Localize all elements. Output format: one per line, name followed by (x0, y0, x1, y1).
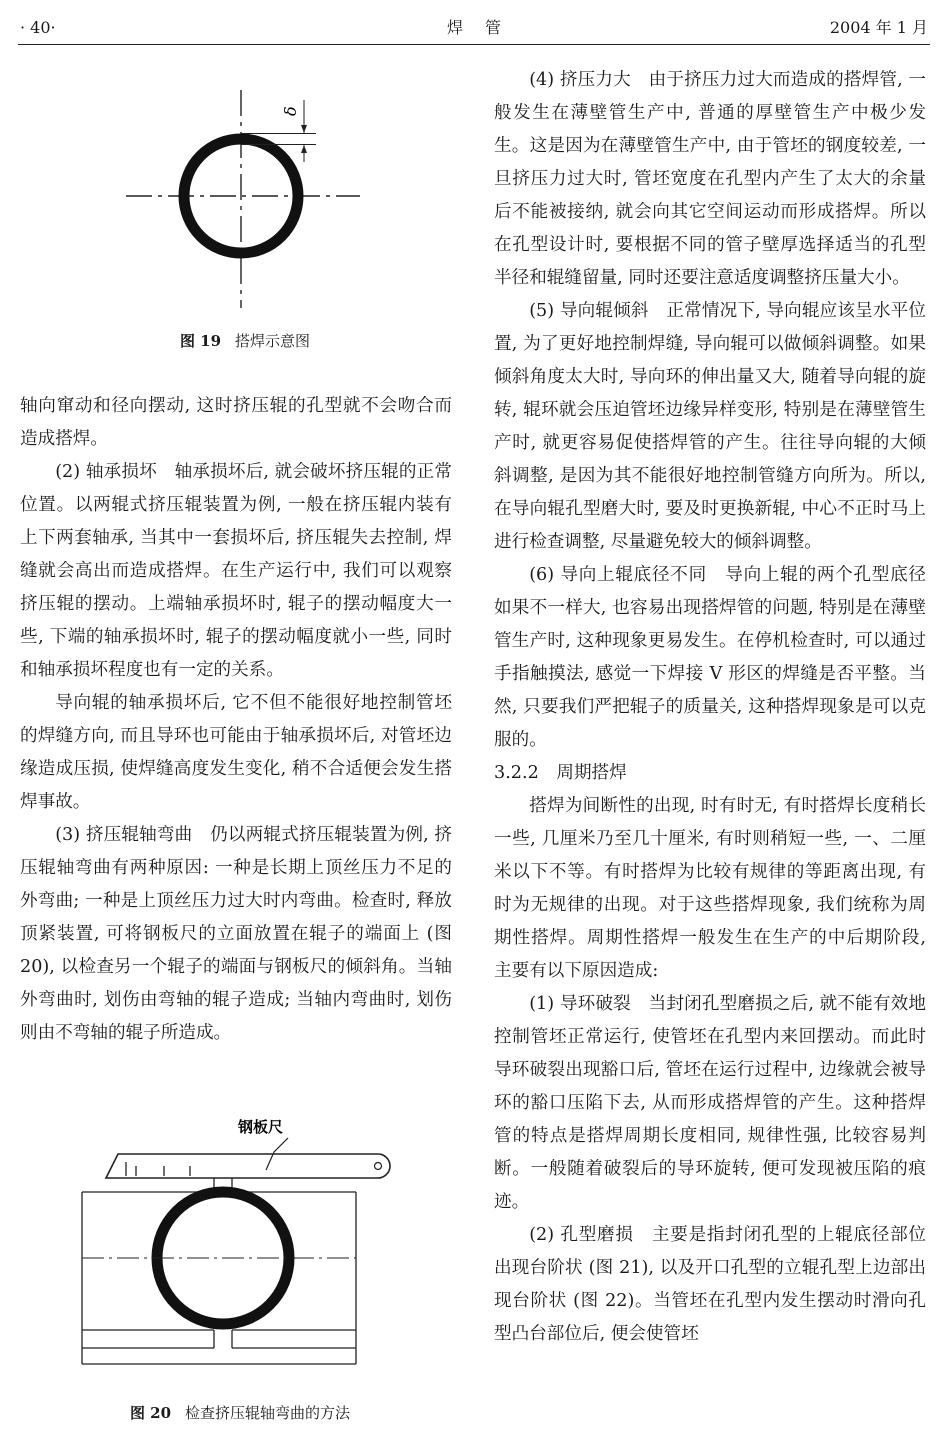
right-paragraph-4: 搭焊为间断性的出现, 时有时无, 有时搭焊长度稍长一些, 几厘米乃至几十厘米, 有时则稍短一些, 一、二厘米以下不等。有时搭焊为比较有规律的等距离出现, 有时为无规律的出现。对于这些搭焊现象, 我们统称为周期性搭焊。周期性搭焊一般发生在生产的中后期阶段, 主要有以下原因造成: (494, 796, 926, 981)
figure-19-number: 图 19 (179, 332, 222, 350)
figure-19-caption (120, 330, 370, 352)
section-heading-3-2-2: 3.2.2 周期搭焊 (494, 763, 627, 783)
issue-date: 2004 年 1 月 (829, 18, 928, 37)
left-paragraph-1: 轴向窜动和径向摆动, 这时挤压辊的孔型就不会吻合而造成搭焊。 (20, 396, 452, 449)
figure-20-diagram (78, 1112, 398, 1372)
right-paragraph-3: (6) 导向上辊底径不同 导向上辊的两个孔型底径如果不一样大, 也容易出现搭焊管的问题, 特别是在薄壁管生产时, 这种现象更易发生。在停机检查时, 可以通过手指触摸法, 感觉一下焊接 V 形区的焊缝是否平整。当然, 只要我们严把辊子的质量关, 这种搭焊现象是可以克服的。 (494, 565, 926, 750)
left-paragraph-3: 导向辊的轴承损坏后, 它不但不能很好地控制管坯的焊缝方向, 而且导环也可能由于轴承损坏后, 对管坯边缘造成压损, 使焊缝高度发生变化, 稍不合适便会发生搭焊事故。 (20, 693, 452, 812)
right-paragraph-1: (4) 挤压力大 由于挤压力过大而造成的搭焊管, 一般发生在薄壁管生产中, 普通的厚壁管生产中极少发生。这是因为在薄壁管生产中, 由于管坯的钢度较差, 一旦挤压力过大时, 管坯宽度在孔型内产生了太大的余量后不能被接纳, 就会向其它空间运动而形成搭焊。所以在孔型设计时, 要根据不同的管子壁厚选择适当的孔型半径和辊缝留量, 同时还要注意适度调整挤压量大小。 (494, 70, 926, 288)
page-number: · 40· (20, 18, 56, 37)
figure-19-diagram (120, 86, 370, 316)
figure-20-title: 检查挤压辊轴弯曲的方法 (185, 1404, 351, 1422)
left-paragraph-2: (2) 轴承损坏 轴承损坏后, 就会破坏挤压辊的正常位置。以两辊式挤压辊装置为例, 一般在挤压辊内装有上下两套轴承, 当其中一套损坏后, 挤压辊失去控制, 焊缝就会高出而造成搭焊。在生产运行中, 我们可以观察挤压辊的摆动。上端轴承损坏时, 辊子的摆动幅度大一些, 下端的轴承损坏时, 辊子的摆动幅度就小一些, 同时和轴承损坏程度也有一定的关系。 (20, 462, 452, 680)
figure-19-title: 搭焊示意图 (235, 332, 311, 350)
figure-20-number: 图 20 (129, 1404, 172, 1422)
page-header (20, 16, 928, 46)
right-paragraph-5: (1) 导环破裂 当封闭孔型磨损之后, 就不能有效地控制管坯正常运行, 使管坯在孔型内来回摆动。而此时导环破裂出现豁口后, 管坯在运行过程中, 边缘就会被导环的豁口压陷下去, 从而形成搭焊管的产生。这种搭焊管的特点是搭焊周期长度相同, 规律性强, 比较容易判断。一般随着破裂后的导环旋转, 便可发现被压陷的痕迹。 (494, 994, 926, 1212)
journal-name: 焊管 (446, 18, 523, 37)
right-paragraph-6: (2) 孔型磨损 主要是指封闭孔型的上辊底径部位出现台阶状 (图 21), 以及开口孔型的立辊孔型上边部出现台阶状 (图 22)。当管坯在孔型内发生摆动时滑向孔型凸台部位后, 便会使管坯 (494, 1225, 926, 1344)
figure-20-caption (60, 1402, 420, 1424)
right-paragraph-2: (5) 导向辊倾斜 正常情况下, 导向辊应该呈水平位置, 为了更好地控制焊缝, 导向辊可以做倾斜调整。如果倾斜角度太大时, 导向环的伸出量又大, 随着导向辊的旋转, 辊环就会压迫管坯边缘异样变形, 特别是在薄壁管生产时, 就更容易促使搭焊管的产生。往往导向辊的大倾斜调整, 是因为其不能很好地控制管缝方向所为。所以, 在导向辊孔型磨大时, 要及时更换新辊, 中心不正时马上进行检查调整, 尽量避免较大的倾斜调整。 (494, 301, 926, 552)
header-rule (18, 44, 930, 45)
left-paragraph-4: (3) 挤压辊轴弯曲 仍以两辊式挤压辊装置为例, 挤压辊轴弯曲有两种原因: 一种是长期上顶丝压力不足的外弯曲; 一种是上顶丝压力过大时内弯曲。检查时, 释放顶紧装置, 可将钢板尺的立面放置在辊子的端面上 (图 20), 以检查另一个辊子的端面与钢板尺的倾斜角。当轴外弯曲时, 划伤由弯轴的辊子造成; 当轴内弯曲时, 划伤则由不弯轴的辊子所造成。 (20, 825, 452, 1043)
ruler-label: 钢板尺 (238, 1118, 284, 1136)
delta-symbol: δ (281, 106, 300, 116)
left-column (20, 390, 452, 1050)
right-column (494, 64, 926, 1351)
